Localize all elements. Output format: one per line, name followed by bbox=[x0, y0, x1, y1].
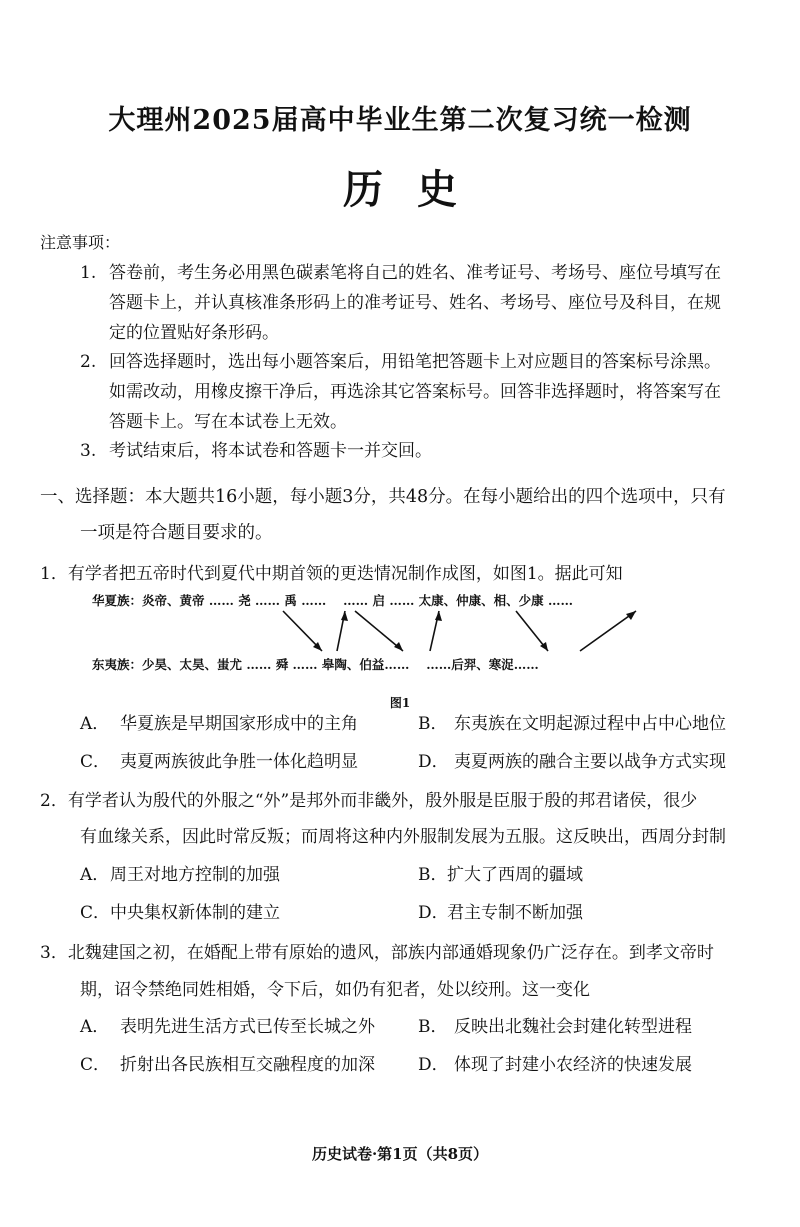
note-line: 答卷前，考生务必用黑色碳素笔将自己的姓名、准考证号、考场号、座位号填写在 bbox=[109, 263, 721, 283]
option-text: 周王对地方控制的加强 bbox=[110, 865, 280, 885]
question-3-stem-cont: 期，诏令禁绝同姓相婚，令下后，如仍有犯者，处以绞刑。这一变化 bbox=[80, 980, 590, 1000]
question-2-stem: 2．有学者认为殷代的外服之“外”是邦外而非畿外，殷外服是臣服于殷的邦君诸侯，很少 bbox=[40, 791, 698, 811]
option-label: C． bbox=[80, 1055, 111, 1075]
option-text: 君主专制不断加强 bbox=[447, 903, 583, 923]
option-label: A． bbox=[80, 865, 110, 885]
option-text: 中央集权新体制的建立 bbox=[110, 903, 280, 923]
note-line: 答题卡上。写在本试卷上无效。 bbox=[109, 412, 347, 432]
succession-diagram bbox=[80, 585, 720, 685]
question-1-stem: 1．有学者把五帝时代到夏代中期首领的更迭情况制作成图，如图1。据此可知 bbox=[40, 564, 623, 584]
diagram-top-row: 华夏族：炎帝、黄帝 …… 尧 …… 禹 …… …… 启 …… 太康、仲康、相、少康 …… bbox=[92, 593, 574, 608]
option-label: A． bbox=[80, 1017, 110, 1037]
notes-heading: 注意事项： bbox=[40, 233, 121, 252]
subject-title: 历史 bbox=[343, 166, 491, 213]
section-heading-cont: 一项是符合题目要求的。 bbox=[80, 523, 273, 543]
arrowhead bbox=[394, 642, 403, 651]
option-text: 东夷族在文明起源过程中占中心地位 bbox=[454, 714, 726, 734]
option-label: B． bbox=[418, 714, 448, 734]
question-3-stem: 3．北魏建国之初，在婚配上带有原始的遗风，部族内部通婚现象仍广泛存在。到孝文帝时 bbox=[40, 943, 714, 963]
note-number: 2. bbox=[80, 352, 97, 372]
option-label: D． bbox=[418, 903, 449, 923]
option-text: 夷夏两族的融合主要以战争方式实现 bbox=[454, 752, 726, 772]
option-label: B． bbox=[418, 1017, 448, 1037]
option-label: D． bbox=[418, 1055, 449, 1075]
note-line: 考试结束后，将本试卷和答题卡一并交回。 bbox=[109, 441, 432, 461]
section-heading: 一、选择题：本大题共16小题，每小题3分，共48分。在每小题给出的四个选项中，只有 bbox=[40, 487, 726, 507]
option-label: C． bbox=[80, 752, 111, 772]
arrowhead bbox=[341, 611, 348, 621]
option-label: B． bbox=[418, 865, 448, 885]
arrowhead bbox=[626, 611, 636, 620]
arrow-line bbox=[355, 611, 403, 651]
exam-title: 大理州2025届高中毕业生第二次复习统一检测 bbox=[108, 105, 692, 136]
option-text: 反映出北魏社会封建化转型进程 bbox=[454, 1017, 692, 1037]
option-label: D． bbox=[418, 752, 449, 772]
note-line: 答题卡上，并认真核准条形码上的准考证号、姓名、考场号、座位号及科目，在规 bbox=[109, 293, 721, 313]
note-number: 3. bbox=[80, 441, 97, 461]
arrow-line bbox=[580, 611, 636, 651]
option-text: 表明先进生活方式已传至长城之外 bbox=[120, 1017, 375, 1037]
arrowhead bbox=[435, 611, 442, 621]
note-line: 定的位置贴好条形码。 bbox=[109, 323, 279, 343]
diagram-bottom-row: 东夷族：少昊、太昊、蚩尤 …… 舜 …… 皋陶、伯益…… ……后羿、寒浞…… bbox=[92, 657, 539, 672]
page-footer: 历史试卷·第1页（共8页） bbox=[311, 1145, 489, 1163]
option-text: 折射出各民族相互交融程度的加深 bbox=[120, 1055, 375, 1075]
option-text: 华夏族是早期国家形成中的主角 bbox=[120, 714, 358, 734]
option-label: C． bbox=[80, 903, 111, 923]
option-text: 扩大了西周的疆域 bbox=[447, 865, 583, 885]
note-line: 如需改动，用橡皮擦干净后，再选涂其它答案标号。回答非选择题时，将答案写在 bbox=[109, 382, 721, 402]
option-label: A． bbox=[80, 714, 110, 734]
note-line: 回答选择题时，选出每小题答案后，用铅笔把答题卡上对应题目的答案标号涂黑。 bbox=[109, 352, 721, 372]
note-number: 1. bbox=[80, 263, 97, 283]
option-text: 体现了封建小农经济的快速发展 bbox=[454, 1055, 692, 1075]
option-text: 夷夏两族彼此争胜一体化趋明显 bbox=[120, 752, 358, 772]
question-2-stem-cont: 有血缘关系，因此时常反叛；而周将这种内外服制发展为五服。这反映出，西周分封制 bbox=[80, 827, 726, 847]
figure-caption: 图1 bbox=[389, 696, 411, 710]
